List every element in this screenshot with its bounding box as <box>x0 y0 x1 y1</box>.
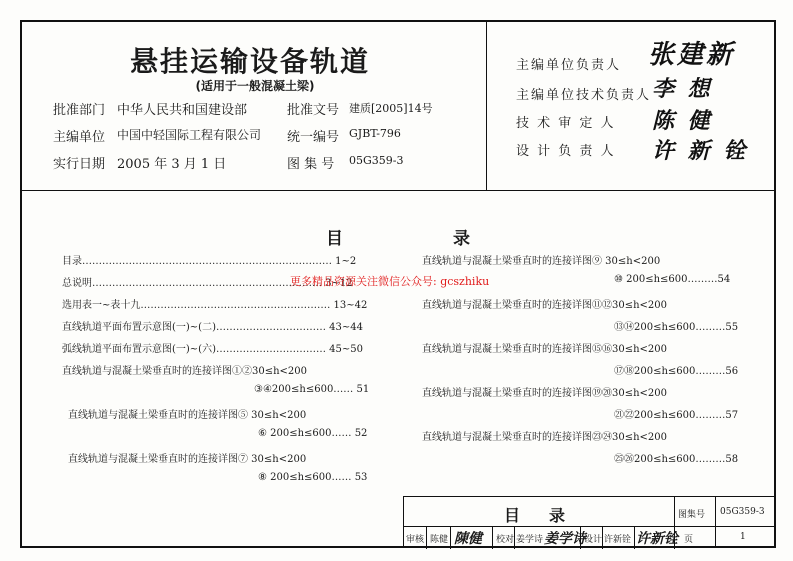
document-title: 悬挂运输设备轨道 <box>129 45 370 78</box>
tb-atlas: 05G359-3 <box>720 507 765 517</box>
toc-left-5: 弧线轨道平面布置示意图(一)~(六)…………………………… 45~50 <box>62 344 363 355</box>
tb-design-signature: 许新铨 <box>636 531 678 547</box>
tb-review-name: 陈健 <box>430 535 449 545</box>
toc-left-6: 直线轨道与混凝土梁垂直时的连接详图①②30≤h<200 <box>62 366 308 377</box>
tb-divider <box>492 527 493 549</box>
toc-right-6: ⑰⑱200≤h≤600………56 <box>614 366 739 377</box>
tb-divider <box>514 527 515 549</box>
toc-right-7: 直线轨道与混凝土梁垂直时的连接详图⑲⑳30≤h<200 <box>422 388 668 399</box>
toc-right-9: 直线轨道与混凝土梁垂直时的连接详图㉓㉔30≤h<200 <box>422 432 668 443</box>
tb-page-number: 1 <box>740 532 746 542</box>
header-divider <box>20 190 776 191</box>
tb-divider <box>715 497 716 548</box>
sign-role-1: 主编单位负责人 <box>516 58 622 73</box>
toc-title-left: 目 <box>326 229 343 249</box>
toc-title-right: 录 <box>453 229 470 249</box>
approve-dept: 中华人民共和国建设部 <box>117 103 248 118</box>
tb-check-signature: 姜学诗 <box>544 531 586 547</box>
document-subtitle: (适用于一般混凝土梁) <box>195 79 315 93</box>
toc-right-3: 直线轨道与混凝土梁垂直时的连接详图⑪⑫30≤h<200 <box>422 300 668 311</box>
tb-design-label: 设计 <box>584 535 603 545</box>
tb-name-right: 录 <box>549 506 572 525</box>
tb-review-label: 审核 <box>406 535 425 545</box>
sign-role-4: 设 计 负 责 人 <box>516 144 616 159</box>
signature-1: 张建新 <box>648 40 736 70</box>
atlas-number: 05G359-3 <box>349 154 404 167</box>
tb-divider <box>674 527 675 549</box>
editor-unit-label: 主编单位 <box>53 130 106 145</box>
toc-right-8: ㉑㉒200≤h≤600………57 <box>614 410 739 421</box>
tb-divider <box>602 527 603 549</box>
toc-left-10: 直线轨道与混凝土梁垂直时的连接详图⑦ 30≤h<200 <box>68 454 307 465</box>
tb-name-left: 目 <box>504 506 527 525</box>
signature-4: 许 新 铨 <box>652 138 749 164</box>
header-vertical-divider <box>486 20 487 191</box>
approve-doc: 建质[2005]14号 <box>349 102 433 115</box>
toc-right-5: 直线轨道与混凝土梁垂直时的连接详图⑮⑯30≤h<200 <box>422 344 668 355</box>
watermark-text: 更多精品资源关注微信公众号: gcszhiku <box>290 275 490 288</box>
toc-left-2: 总说明…………………………………………………………… 3~12 <box>62 278 353 289</box>
toc-left-11: ⑧ 200≤h≤600…… 53 <box>258 472 368 483</box>
toc-right-2: ⑩ 200≤h≤600………54 <box>614 274 731 285</box>
toc-left-7: ③④200≤h≤600…… 51 <box>254 384 370 395</box>
editor-unit: 中国中轻国际工程有限公司 <box>117 128 262 142</box>
effective-label: 实行日期 <box>53 157 106 172</box>
approve-dept-label: 批准部门 <box>53 103 106 118</box>
approve-doc-label: 批准文号 <box>287 103 340 118</box>
toc-right-10: ㉕㉖200≤h≤600………58 <box>614 454 739 465</box>
tb-page-label: 页 <box>684 535 694 545</box>
tb-divider <box>450 527 451 549</box>
tb-divider <box>580 527 581 549</box>
toc-left-3: 选用表一~表十九………………………………………………… 13~42 <box>62 300 368 311</box>
sign-role-2: 主编单位技术负责人 <box>516 88 652 103</box>
title-block <box>403 496 776 548</box>
tb-check-label: 校对 <box>496 535 515 545</box>
atlas-label: 图 集 号 <box>287 157 335 172</box>
serial: GJBT-796 <box>349 127 401 140</box>
toc-right-1: 直线轨道与混凝土梁垂直时的连接详图⑨ 30≤h<200 <box>422 256 661 267</box>
toc-right-4: ⑬⑭200≤h≤600………55 <box>614 322 739 333</box>
signature-3: 陈 健 <box>652 108 713 134</box>
tb-divider <box>426 527 427 549</box>
sign-role-3: 技 术 审 定 人 <box>516 116 616 131</box>
toc-left-8: 直线轨道与混凝土梁垂直时的连接详图⑤ 30≤h<200 <box>68 410 307 421</box>
toc-left-1: 目录………………………………………………………………… 1~2 <box>62 256 357 267</box>
tb-review-signature: 陳健 <box>454 531 482 547</box>
tb-divider <box>634 527 635 549</box>
serial-label: 统一编号 <box>287 130 340 145</box>
signature-2: 李 想 <box>652 76 713 102</box>
toc-left-4: 直线轨道平面布置示意图(一)~(二)…………………………… 43~44 <box>62 322 363 333</box>
toc-left-9: ⑥ 200≤h≤600…… 52 <box>258 428 368 439</box>
tb-divider <box>674 497 675 527</box>
effective-date: 2005 年 3 月 1 日 <box>117 157 227 172</box>
tb-design-name: 许新铨 <box>604 535 632 545</box>
tb-atlas-label: 图集号 <box>678 510 706 520</box>
tb-check-name: 姜学诗 <box>516 535 544 545</box>
